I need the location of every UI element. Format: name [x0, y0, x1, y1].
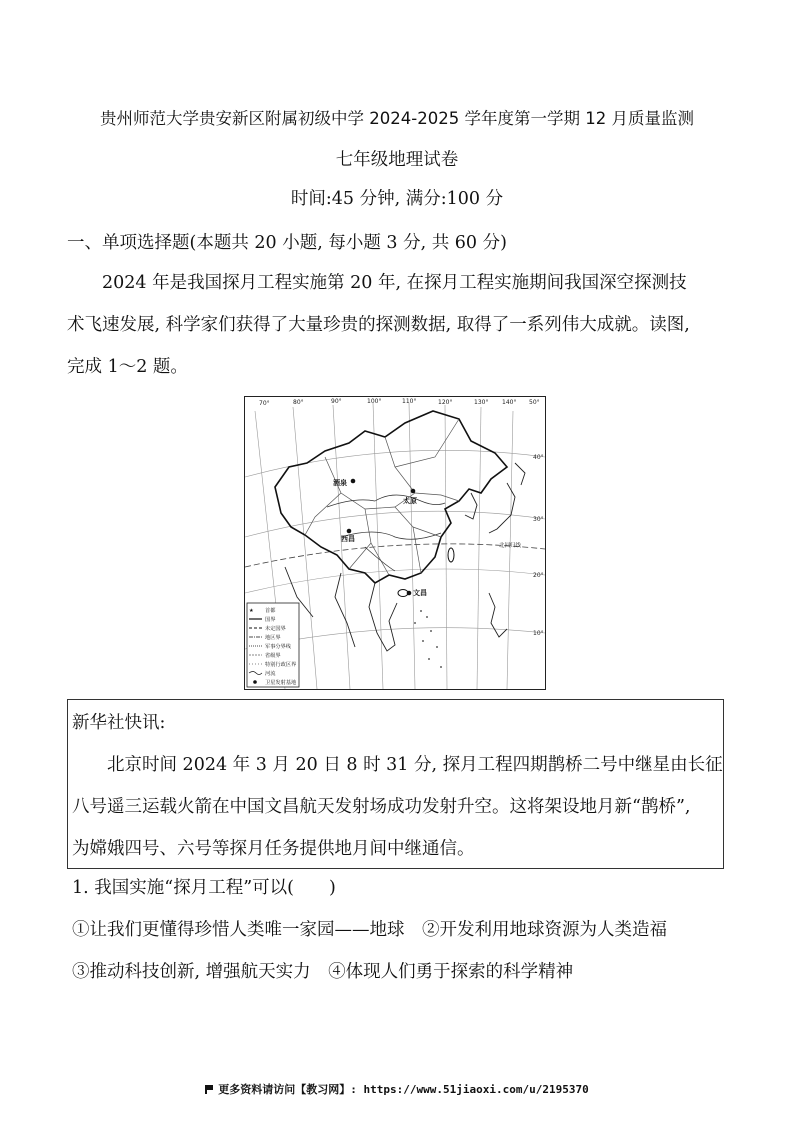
exam-time-info: 时间:45 分钟, 满分:100 分 — [290, 189, 504, 209]
question-1-options-row-2: ③推动科技创新, 增强航天实力 ④体现人们勇于探索的科学精神 — [72, 962, 574, 982]
svg-text:130°: 130° — [474, 399, 489, 406]
svg-text:地区界: 地区界 — [265, 635, 281, 641]
news-label: 新华社快讯: — [72, 713, 166, 733]
china-map-figure — [244, 396, 546, 690]
svg-text:未定国界: 未定国界 — [265, 626, 286, 632]
svg-text:140°: 140° — [502, 399, 517, 406]
svg-text:10°: 10° — [533, 630, 544, 637]
news-line-3: 为嫦娥四号、六号等探月任务提供地月间中继通信。 — [72, 839, 475, 859]
svg-text:西昌: 西昌 — [341, 535, 355, 543]
svg-text:河流: 河流 — [265, 671, 276, 677]
svg-text:首都: 首都 — [265, 608, 276, 614]
intro-line-2: 术飞速发展, 科学家们获得了大量珍贵的探测数据, 取得了一系列伟大成就。读图, — [67, 315, 690, 335]
svg-text:80°: 80° — [293, 399, 304, 406]
rivers — [327, 495, 445, 571]
footer — [0, 1081, 794, 1097]
question-1-options-row-1: ①让我们更懂得珍惜人类唯一家园——地球 ②开发利用地球资源为人类造福 — [72, 920, 667, 940]
svg-text:110°: 110° — [402, 398, 417, 405]
sea-islands — [414, 610, 442, 668]
svg-text:40°: 40° — [533, 454, 544, 461]
lat-labels — [533, 454, 544, 637]
svg-text:★: ★ — [249, 608, 254, 614]
lon-labels — [259, 398, 540, 407]
svg-text:省级界: 省级界 — [265, 653, 281, 659]
svg-text:酒泉: 酒泉 — [333, 479, 347, 487]
neighbor-land — [285, 463, 525, 651]
map-legend — [247, 603, 299, 687]
section-heading: 一、单项选择题(本题共 20 小题, 每小题 3 分, 共 60 分) — [67, 233, 507, 253]
news-line-2: 八号遥三运载火箭在中国文昌航天发射场成功发射升空。这将架设地月新“鹊桥”, — [72, 797, 691, 817]
footer-link[interactable]: 更多资料请访问【教习网】: https://www.51jiaoxi.com/u/2195370 — [218, 1083, 589, 1096]
svg-text:50°: 50° — [529, 399, 540, 406]
svg-text:国界: 国界 — [265, 617, 276, 623]
intro-line-1: 2024 年是我国探月工程实施第 20 年, 在探月工程实施期间我国深空探测技 — [102, 273, 687, 293]
svg-text:30°: 30° — [533, 516, 544, 523]
hainan-island — [398, 590, 408, 597]
tropic-label: 北回归线 — [499, 543, 522, 549]
svg-text:太原: 太原 — [403, 497, 417, 505]
site-xichang — [341, 529, 355, 543]
exam-title: 贵州师范大学贵安新区附属初级中学 2024-2025 学年度第一学期 12 月质量监测 — [100, 109, 694, 128]
site-wenchang — [407, 588, 427, 597]
svg-text:120°: 120° — [438, 399, 453, 406]
site-taiyuan — [403, 489, 417, 505]
svg-text:军事分界线: 军事分界线 — [265, 644, 291, 650]
svg-text:特别行政区界: 特别行政区界 — [265, 662, 297, 668]
flag-icon — [205, 1085, 214, 1094]
svg-text:90°: 90° — [331, 398, 342, 405]
news-line-1: 北京时间 2024 年 3 月 20 日 8 时 31 分, 探月工程四期鹊桥二号中继星由长征 — [107, 755, 723, 775]
question-1-stem: 1. 我国实施“探月工程”可以( ) — [72, 878, 336, 898]
china-outline — [275, 411, 507, 583]
svg-text:20°: 20° — [533, 572, 544, 579]
taiwan-island — [448, 548, 454, 562]
intro-line-3: 完成 1～2 题。 — [67, 357, 188, 377]
svg-text:卫星发射基地: 卫星发射基地 — [265, 680, 297, 686]
site-jiuquan — [333, 478, 355, 487]
exam-subtitle: 七年级地理试卷 — [335, 150, 459, 170]
svg-text:100°: 100° — [367, 398, 382, 405]
svg-text:文昌: 文昌 — [413, 589, 427, 597]
map-svg — [245, 397, 545, 689]
svg-text:70°: 70° — [259, 400, 270, 407]
